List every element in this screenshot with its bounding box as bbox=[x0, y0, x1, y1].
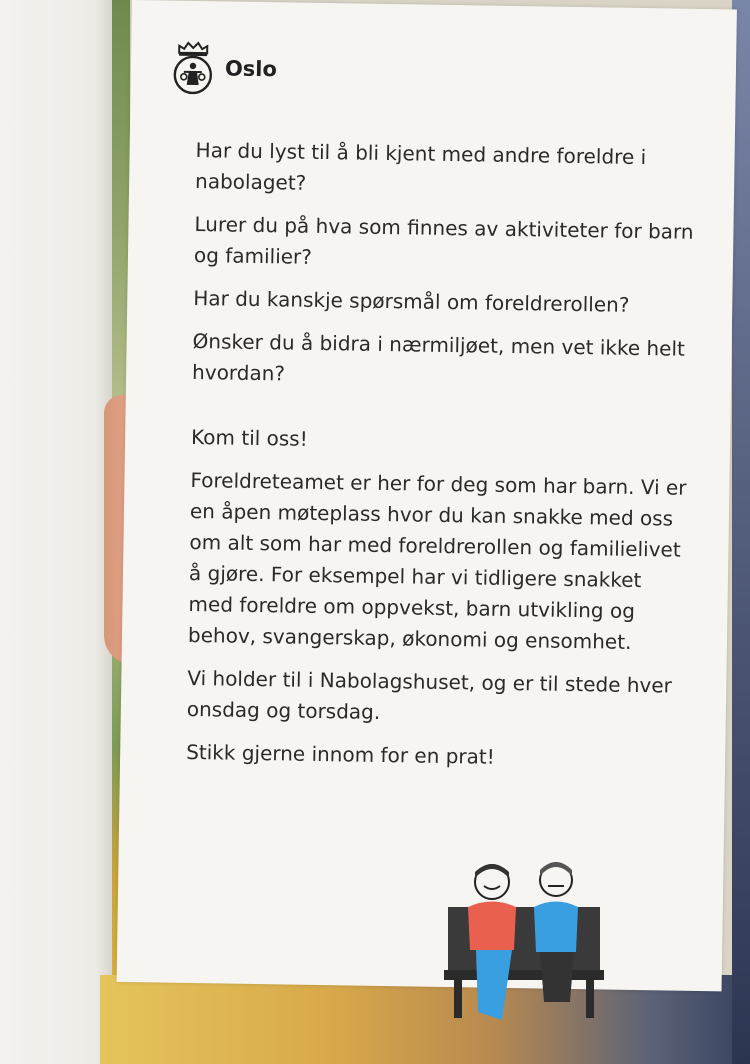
question-2: Lurer du på hva som finnes av aktiviteter for barn og familier? bbox=[193, 212, 694, 269]
people-on-bench-illustration bbox=[444, 852, 604, 1022]
brand-name: Oslo bbox=[224, 56, 278, 82]
brand-header bbox=[171, 41, 278, 97]
body-paragraph-1: Foreldreteamet er her for deg som har barn. Vi er en åpen møteplass hvor du kan snakke med oss om alt som har med foreldrerollen og familielivet å gjøre. For eksempel har vi tidligere snakket med foreldre om oppvekst, barn utvikling og behov, svangerskap, økonomi og ensomhet. bbox=[187, 467, 687, 654]
flyer-text bbox=[186, 135, 696, 788]
person-left-legs bbox=[476, 950, 512, 1020]
background-photo-right bbox=[732, 0, 750, 1064]
background-paper-edge bbox=[0, 0, 112, 1064]
person-right-legs bbox=[540, 952, 574, 1002]
oslo-seal-icon bbox=[171, 41, 216, 96]
person-right-body bbox=[534, 902, 578, 953]
question-4: Ønsker du å bidra i nærmiljøet, men vet ikke helt hvordan? bbox=[191, 328, 686, 386]
flyer-page bbox=[117, 0, 737, 991]
person-left-body bbox=[468, 902, 516, 951]
bench-seat bbox=[444, 970, 604, 980]
heading-kom-til-oss: Kom til oss! bbox=[190, 424, 308, 451]
body-paragraph-2: Vi holder til i Nabolagshuset, og er til stede hver onsdag og torsdag. bbox=[186, 665, 673, 724]
question-3: Har du kanskje spørsmål om foreldrerollen? bbox=[193, 286, 630, 317]
body-paragraph-3: Stikk gjerne innom for en prat! bbox=[186, 739, 495, 769]
question-1: Har du lyst til å bli kjent med andre foreldre i nabolaget? bbox=[194, 138, 647, 195]
